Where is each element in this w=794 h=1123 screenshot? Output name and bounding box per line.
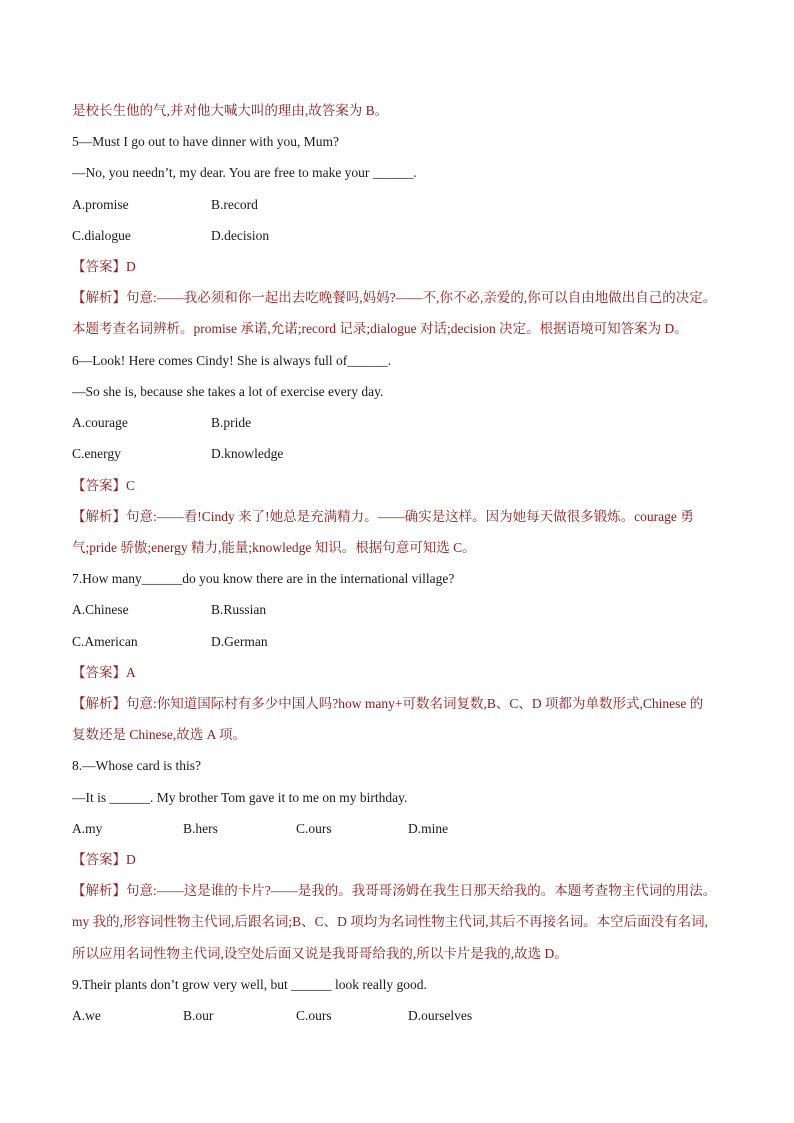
q9-option-c: C.ours — [296, 1008, 332, 1023]
q7-stem-1: 7.How many______do you know there are in the international village? — [72, 571, 455, 586]
q8-option-b: B.hers — [183, 821, 218, 836]
answer-value: C — [126, 478, 136, 493]
q8-stem-1: 8.—Whose card is this? — [72, 758, 201, 773]
answer-label: 【答案】 — [72, 259, 126, 274]
q8-stem-2: —It is ______. My brother Tom gave it to me on my birthday. — [72, 790, 408, 805]
q7-analysis-1 — [72, 695, 734, 713]
q9-option-b: B.our — [183, 1008, 214, 1023]
q8-option-d: D.mine — [408, 821, 449, 836]
analysis-text: 句意:——看!Cindy 来了!她总是充满精力。——确实是这样。因为她每天做很多锻炼。courage 勇 — [126, 509, 694, 524]
answer-value: D — [126, 259, 136, 274]
q7-option-d: D.German — [211, 634, 268, 649]
q6-stem-2: —So she is, because she takes a lot of exercise every day. — [72, 384, 384, 399]
q7-answer — [72, 664, 734, 682]
q8-analysis-3: 所以应用名词性物主代词,设空处后面又说是我哥哥给我的,所以卡片是我的,故选 D。 — [72, 946, 568, 961]
answer-label: 【答案】 — [72, 852, 126, 867]
q6-option-d: D.knowledge — [211, 446, 284, 461]
q6-option-a: A.courage — [72, 415, 128, 430]
analysis-label: 【解析】 — [72, 290, 126, 305]
q6-answer — [72, 477, 734, 495]
answer-label: 【答案】 — [72, 665, 126, 680]
q8-option-c: C.ours — [296, 821, 332, 836]
q9-stem-1: 9.Their plants don’t grow very well, but ______ look really good. — [72, 977, 427, 992]
q5-option-b: B.record — [211, 197, 258, 212]
q8-analysis-1 — [72, 882, 734, 900]
analysis-text: 句意:——我必须和你一起出去吃晚餐吗,妈妈?——不,你不必,亲爱的,你可以自由地做出自己的决定。 — [126, 290, 717, 305]
q9-option-d: D.ourselves — [408, 1008, 473, 1023]
q6-option-c: C.energy — [72, 446, 121, 461]
q6-analysis-2: 气;pride 骄傲;energy 精力,能量;knowledge 知识。根据句意可知选 C。 — [72, 540, 476, 555]
q5-option-c: C.dialogue — [72, 228, 131, 243]
answer-value: A — [126, 665, 136, 680]
q8-option-a: A.my — [72, 821, 103, 836]
q5-stem-1: 5—Must I go out to have dinner with you, Mum? — [72, 134, 339, 149]
answer-value: D — [126, 852, 136, 867]
q5-option-a: A.promise — [72, 197, 129, 212]
q7-option-c: C.American — [72, 634, 138, 649]
q8-analysis-2: my 我的,形容词性物主代词,后跟名词;B、C、D 项均为名词性物主代词,其后不再接名词。本空后面没有名词, — [72, 914, 709, 929]
q6-stem-1: 6—Look! Here comes Cindy! She is always full of______. — [72, 353, 392, 368]
q7-analysis-2: 复数还是 Chinese,故选 A 项。 — [72, 727, 246, 742]
analysis-text: 句意:你知道国际村有多少中国人吗?how many+可数名词复数,B、C、D 项都为单数形式,Chinese 的 — [126, 696, 704, 711]
q9-option-a: A.we — [72, 1008, 101, 1023]
q7-option-b: B.Russian — [211, 602, 267, 617]
q5-option-d: D.decision — [211, 228, 270, 243]
analysis-label: 【解析】 — [72, 883, 126, 898]
analysis-label: 【解析】 — [72, 509, 126, 524]
q5-analysis-2: 本题考查名词辨析。promise 承诺,允诺;record 记录;dialogue 对话;decision 决定。根据语境可知答案为 D。 — [72, 321, 688, 336]
q7-option-a: A.Chinese — [72, 602, 129, 617]
q5-analysis-1 — [72, 289, 734, 307]
q5-stem-2: —No, you needn’t, my dear. You are free to make your ______. — [72, 165, 417, 180]
answer-label: 【答案】 — [72, 478, 126, 493]
analysis-label: 【解析】 — [72, 696, 126, 711]
q5-answer — [72, 258, 734, 276]
carry-over-text: 是校长生他的气,并对他大喊大叫的理由,故答案为 B。 — [72, 103, 389, 118]
q6-option-b: B.pride — [211, 415, 252, 430]
q6-analysis-1 — [72, 508, 734, 526]
analysis-text: 句意:——这是谁的卡片?——是我的。我哥哥汤姆在我生日那天给我的。本题考查物主代词的用法。 — [126, 883, 717, 898]
q8-answer — [72, 851, 734, 869]
